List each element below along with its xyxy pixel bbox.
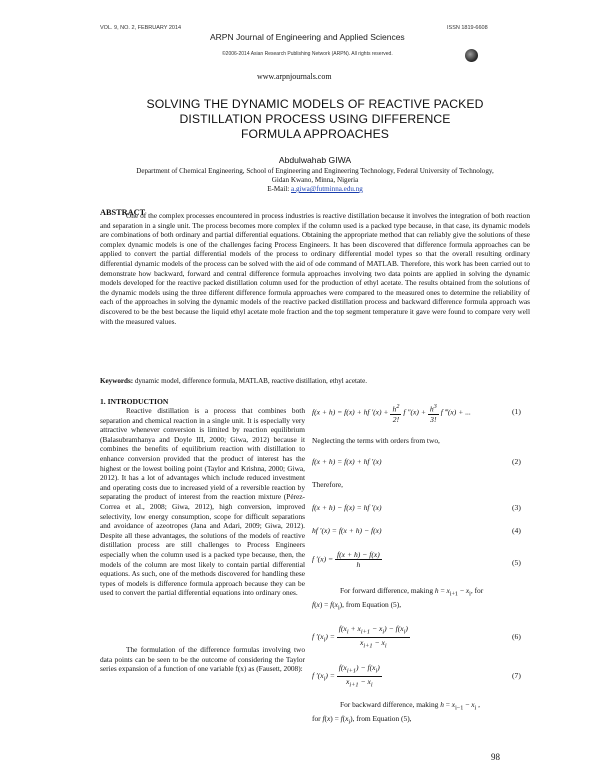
title-line: DISTILLATION PROCESS USING DIFFERENCE <box>179 112 451 126</box>
title-line: FORMULA APPROACHES <box>240 127 390 141</box>
page-number: 98 <box>491 752 500 762</box>
forward-difference-text: For forward difference, making $h = x_{i+1} - x_i$, for <box>340 586 484 598</box>
abstract-text: One of the complex processes encountered in process industries is reactive distillation because it involves the integration of both reaction and separation in a single unit. The process becomes more complex if the column used is a packed type because, in that case, its dynamic models are combinations of both ordinary and partial differential equations. Obtaining the appropriate method that can reliably give the solutions of these complex dynamic models is one of the challenges facing Process Engineers. It has been discovered that difference formula approaches can be applied to convert the partial differential models of the process to ordinary differential model types so that the overall resulting ordinary differential dynamic models of the process can be solved with the aid of ode command of MATLAB. Therefore, this work has been carried out to demonstrate how backward, forward and central difference formula approaches involving two data points are applied in solving the dynamic models developed for the reactive packed distillation column used for the production of ethyl acetate. The results obtained from the solutions of the dynamic models using the three different difference formula approaches were compared to the measured ones to determine the reliability of each of the approaches in solving the dynamic models of the reactive packed distillation process and backward difference formula approach was discovered to be the best because the liquid ethyl acetate mole fraction and the top segment temperature it gave were found to compare very well with the measured values. <box>100 211 530 326</box>
intro-paragraph-1: Reactive distillation is a process that combines both separation and chemical reaction in a single unit. It is especially very attractive whenever conversion is limited by reaction equilibrium (Balasubramhanya and Doyle III, 2000; Giwa, 2012) because it combines the benefits of equilibrium reaction with distillation to enhance conversion provided that the product of interest has the highest or the lowest boiling point (Taylor and Krishna, 2000; Giwa, 2012). It has a lot of advantages which include reduced investment and operating costs due to increased yield of a reversible reaction by separating the product of interest from the reaction mixture (Pérez-Correa et al., 2008; Giwa, 2012), high conversion, improved selectivity, low energy consumption, scope for difficult separations and avoidance of azeotropes (Jana and Adari, 2009; Giwa, 2012). Despite all these advantages, the solutions of the models of reactive distillation process are still challenges to Process Engineers especially when the column used is a packed type because, then, the models of the column are most likely to contain partial differential equations. As such, one of the methods discovered for handling these types of models is difference formula approach because they can be used to convert the partial differential equations into ordinary ones. <box>100 406 305 598</box>
forward-difference-text-2: $f(x) = f(x_i)$, from Equation (5), <box>312 600 402 612</box>
backward-text-b: for <box>312 714 323 723</box>
equation-5-number: (5) <box>512 558 521 567</box>
equation-6: f $'(x_i)$ = $\frac{f(x_i + x_{i+1} - x_i) - f(x_i)}{x_{i+1} - x_i}$ <box>312 624 408 650</box>
equation-5: f ′(x) = $\frac{f(x + h) - f(x)}{h}$ <box>312 550 380 569</box>
equation-1: f(x + h) = f(x) + hf ′(x) + $\frac{h^2}{2!}$ f ″(x) + $\frac{h^3}{3!}$ f ‴(x) + ... <box>312 403 471 424</box>
backward-text-a: For backward difference, making <box>340 700 441 709</box>
backward-difference-text: For backward difference, making $h = x_{i-1} - x_i$ , <box>340 700 480 712</box>
email-link[interactable]: a.giwa@futminna.edu.ng <box>291 185 363 193</box>
journal-name: ARPN Journal of Engineering and Applied Sciences <box>210 32 405 42</box>
equation-2: f(x + h) = f(x) + hf ′(x) <box>312 457 382 466</box>
equation-4: hf ′(x) = f(x + h) − f(x) <box>312 526 382 535</box>
equation-3-number: (3) <box>512 503 521 512</box>
journal-url[interactable]: www.arpnjournals.com <box>257 72 332 81</box>
affiliation-line: Gidan Kwano, Minna, Nigeria <box>271 176 359 184</box>
equation-7: f $'(x_i)$ = $\frac{f(x_{i+1}) - f(x_i)}{x_{i+1} - x_i}$ <box>312 663 380 689</box>
abstract-heading: ABSTRACT <box>100 208 146 217</box>
volume-info: VOL. 9, NO. 2, FEBRUARY 2014 <box>100 25 182 31</box>
forward-text-c: , from Equation (5), <box>342 600 402 609</box>
keywords <box>100 377 530 385</box>
keywords-text: dynamic model, difference formula, MATLAB, reactive distillation, ethyl acetate. <box>133 377 367 385</box>
equation-3: f(x + h) − f(x) = hf ′(x) <box>312 503 382 512</box>
affiliation-line: Department of Chemical Engineering, School of Engineering and Engineering Technology, Federal University of Technology, <box>136 167 494 175</box>
affiliation <box>60 167 570 194</box>
issn: ISSN 1819-6608 <box>447 25 488 31</box>
neglect-text: Neglecting the terms with orders from two, <box>312 436 440 445</box>
intro-paragraph-2: The formulation of the difference formulas involving two data points can be seen to be the outcome of considering the Taylor series expansion of a function of one variable f(x) as (Fausett, 2008): <box>100 645 305 674</box>
equation-7-number: (7) <box>512 671 521 680</box>
arpn-logo-icon <box>465 49 478 62</box>
copyright-notice: ©2006-2014 Asian Research Publishing Network (ARPN). All rights reserved. <box>222 51 393 57</box>
keywords-label: Keywords: <box>100 377 134 385</box>
forward-text-a: For forward difference, making <box>340 586 435 595</box>
equation-1-number: (1) <box>512 407 521 416</box>
email-line <box>60 185 570 194</box>
author-name: Abdulwahab GIWA <box>278 155 352 165</box>
equation-4-number: (4) <box>512 526 521 535</box>
equation-2-number: (2) <box>512 457 521 466</box>
title-line: SOLVING THE DYNAMIC MODELS OF REACTIVE PACKED <box>146 97 484 111</box>
forward-text-b: , for <box>470 586 484 595</box>
backward-difference-text-2: for $f(x) = f(x_i)$, from Equation (5), <box>312 714 412 726</box>
paper-title <box>100 97 530 142</box>
intro-heading: 1. INTRODUCTION <box>100 397 169 406</box>
email-label: E-Mail: <box>267 185 292 193</box>
equation-6-number: (6) <box>512 632 521 641</box>
therefore-text: Therefore, <box>312 480 343 489</box>
backward-text-c: , from Equation (5), <box>352 714 412 723</box>
